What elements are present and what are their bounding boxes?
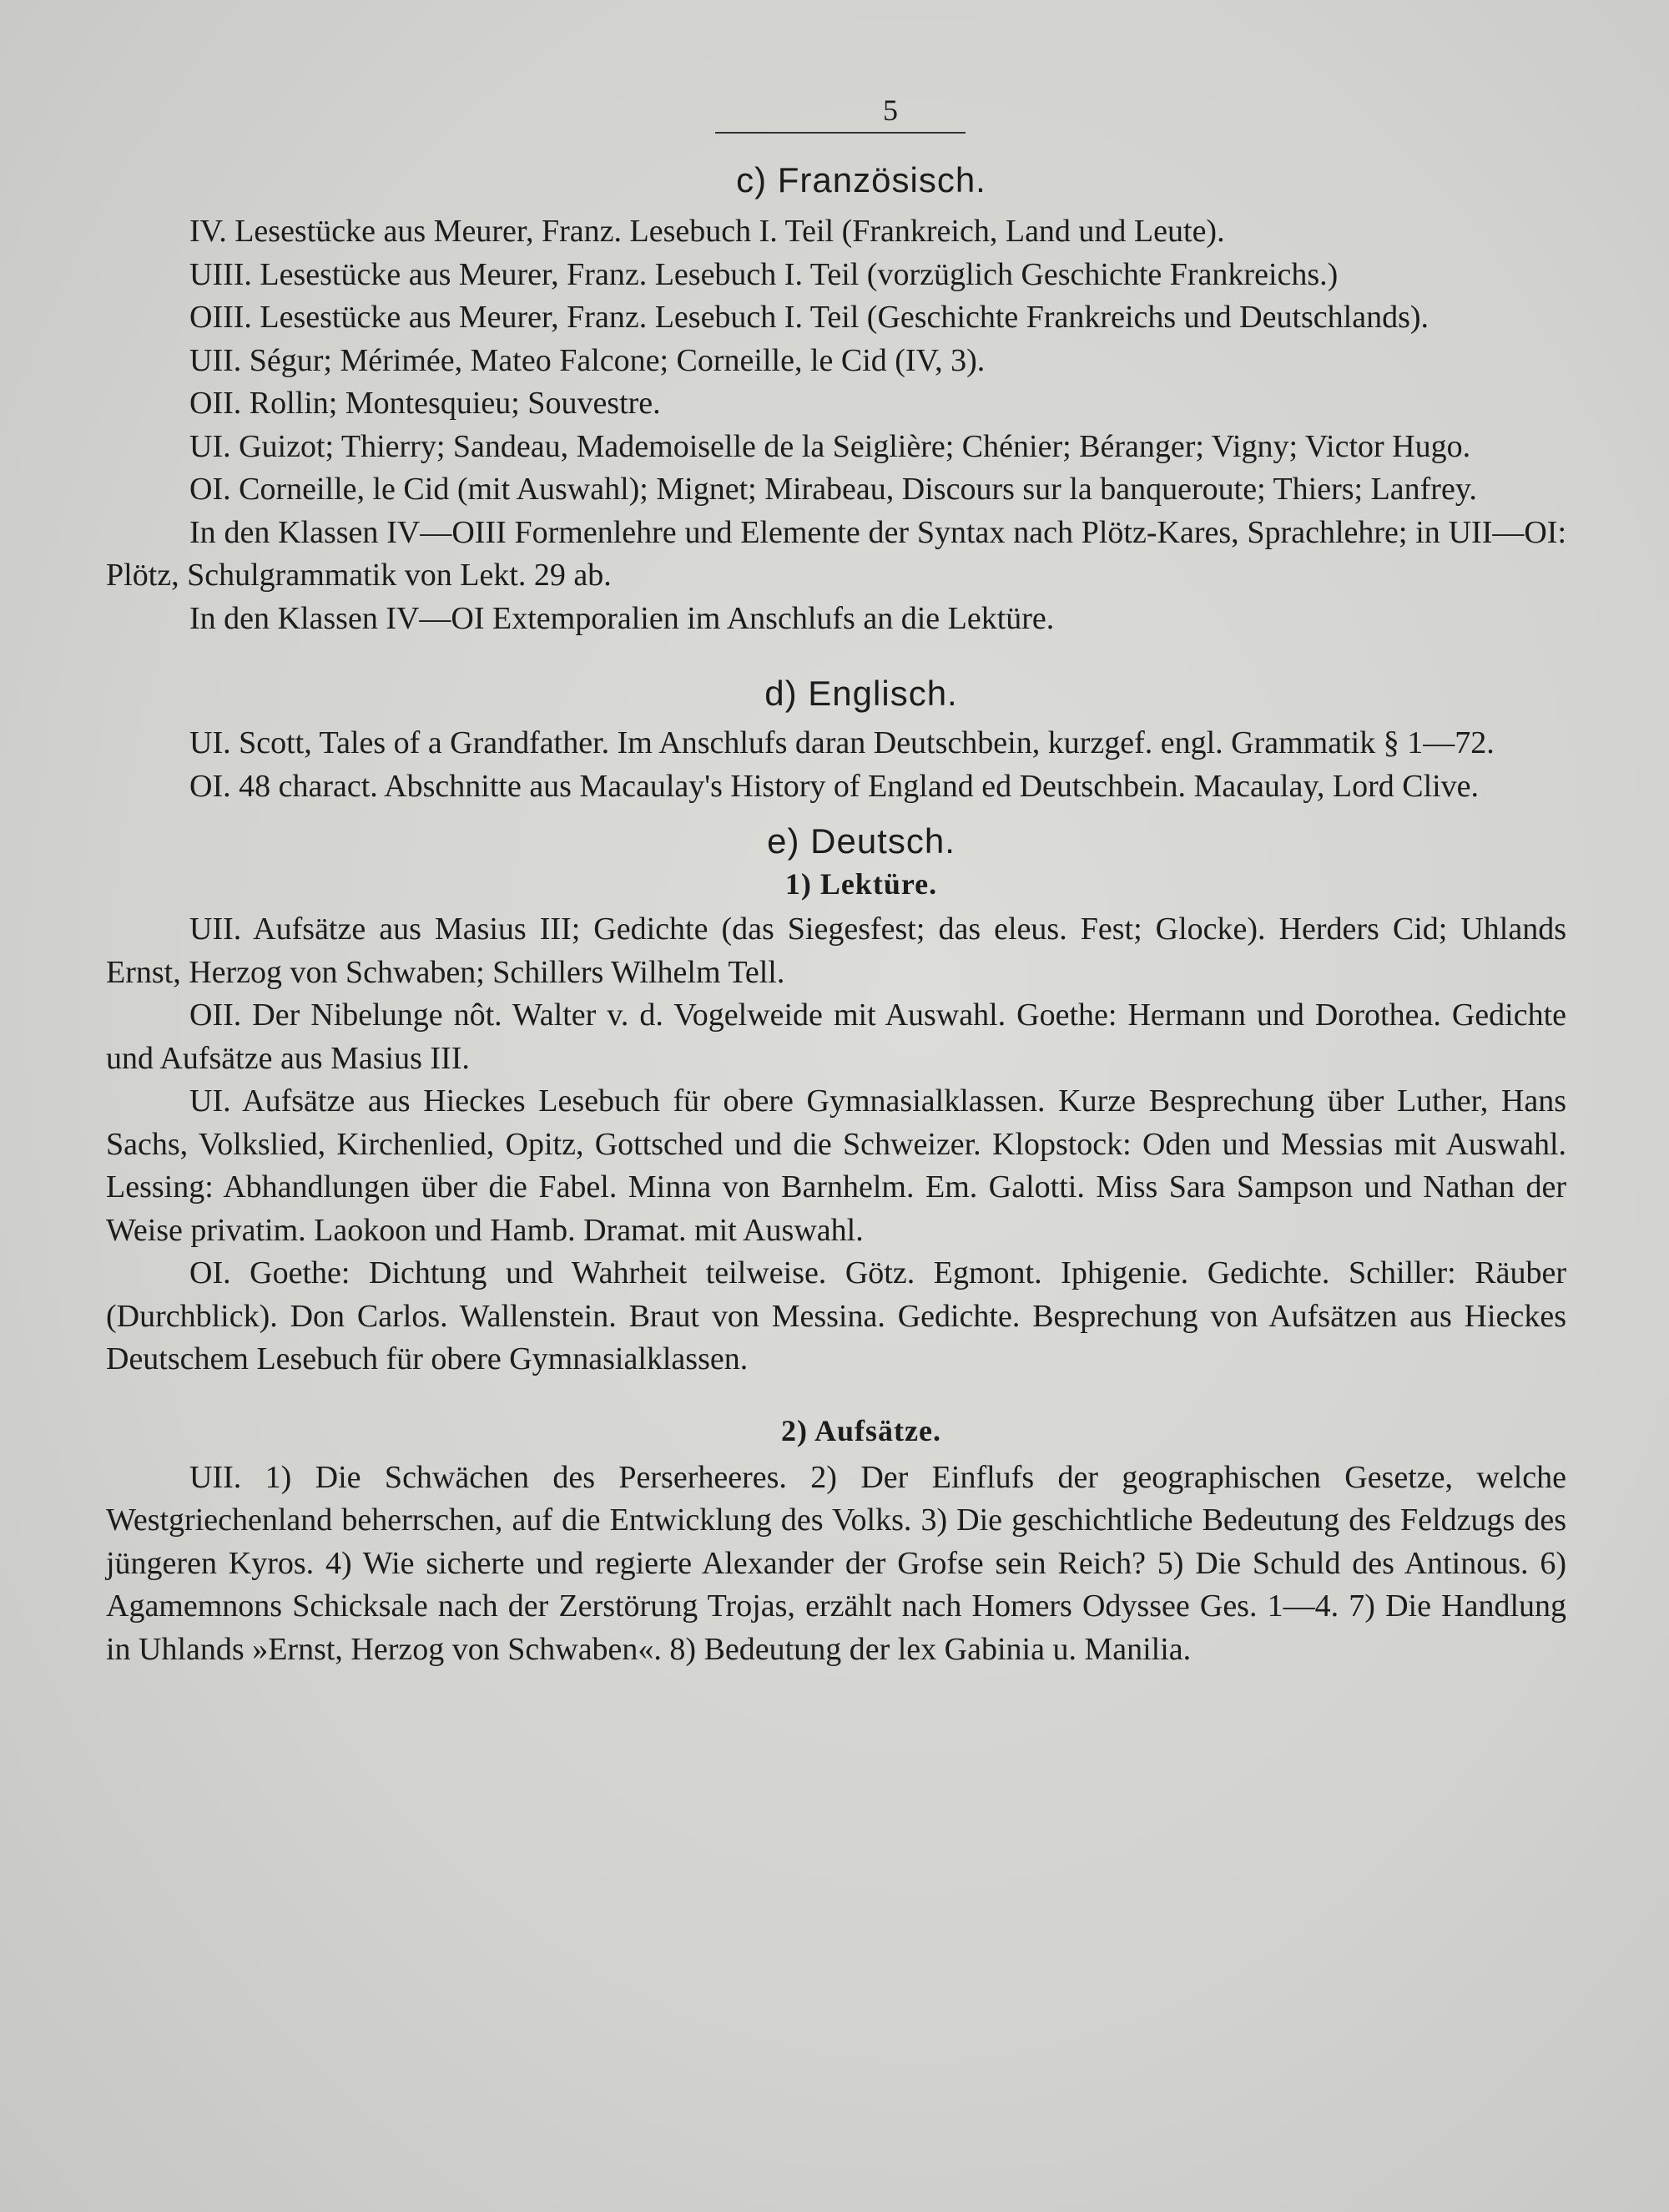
entry-franz-oiii: OIII. Lesestücke aus Meurer, Franz. Lesebuch I. Teil (Geschichte Frankreichs und Deutschlands). [189,300,1429,335]
entry-deutsch-lektuere-ui: UI. Aufsätze aus Hieckes Lesebuch für obere Gymnasialklassen. Kurze Besprechung über Luther, Hans Sachs, Volkslied, Kirchenlied, Opitz, Gottsched und die Schweizer. Klopstock: Oden und Messias mit Auswahl. Lessing: Abhandlungen über die Fabel. Minna von Barnhelm. Em. Galotti. Miss Sara Sampson und Nathan der Weise privatim. Laokoon und Hamb. Dramat. mit Auswahl. [106,1083,1566,1248]
entry-franz-iv: IV. Lesestücke aus Meurer, Franz. Lesebuch I. Teil (Frankreich, Land und Leute). [189,214,1225,249]
entry-franz-oii: OII. Rollin; Montesquieu; Souvestre. [189,386,661,421]
entry-deutsch-lektuere-uii: UII. Aufsätze aus Masius III; Gedichte (das Siegesfest; das eleus. Fest; Glocke). Herders Cid; Uhlands Ernst, Herzog von Schwaben; Schillers Wilhelm Tell. [106,912,1566,990]
section-title-deutsch: e) Deutsch. [767,821,956,861]
section-title-franzoesisch: c) Französisch. [736,160,986,199]
entry-engl-ui: UI. Scott, Tales of a Grandfather. Im Anschlufs daran Deutschbein, kurzgef. engl. Grammatik § 1—72. [189,725,1495,760]
page-number: 5 [883,93,898,127]
entry-franz-extemporalien: In den Klassen IV—OI Extemporalien im Anschlufs an die Lektüre. [189,600,1055,636]
section-title-englisch: d) Englisch. [764,674,958,713]
entry-franz-uii: UII. Ségur; Mérimée, Mateo Falcone; Corneille, le Cid (IV, 3). [189,342,986,378]
entry-franz-grammatik: In den Klassen IV—OIII Formenlehre und Elemente der Syntax nach Plötz-Kares, Sprachlehre; in UII—OI: Plötz, Schulgrammatik von Lekt. 29 ab. [106,514,1566,593]
entry-deutsch-lektuere-oi: OI. Goethe: Dichtung und Wahrheit teilweise. Götz. Egmont. Iphigenie. Gedichte. Schiller: Räuber (Durchblick). Don Carlos. Wallenstein. Braut von Messina. Gedichte. Besprechung von Aufsätzen aus Hieckes Deutschem Lesebuch für obere Gymnasialklassen. [106,1255,1566,1376]
subsection-title-lektuere: 1) Lektüre. [784,867,938,901]
entry-engl-oi: OI. 48 charact. Abschnitte aus Macaulay's History of England ed Deutschbein. Macaulay, Lord Clive. [189,768,1480,804]
entry-deutsch-aufsaetze-uii: UII. 1) Die Schwächen des Perserheeres. 2) Der Einflufs der geographischen Gesetze, welche Westgriechenland beherrschen, auf die Entwicklung des Volks. 3) Die geschichtliche Bedeutung des Feldzugs des jüngeren Kyros. 4) Wie sicherte und regierte Alexander der Grofse sein Reich? 5) Die Schuld des Antinous. 6) Agamemnons Schicksale nach der Zerstörung Trojas, erzählt nach Homers Odyssee Ges. 1—4. 7) Die Handlung in Uhlands »Ernst, Herzog von Schwaben«. 8) Bedeutung der lex Gabinia u. Manilia. [106,1459,1566,1667]
subsection-title-aufsaetze: 2) Aufsätze. [781,1413,941,1447]
entry-franz-oi: OI. Corneille, le Cid (mit Auswahl); Mignet; Mirabeau, Discours sur la banqueroute; Thiers; Lanfrey. [189,472,1477,507]
entry-deutsch-lektuere-oii: OII. Der Nibelunge nôt. Walter v. d. Vogelweide mit Auswahl. Goethe: Hermann und Dorothea. Gedichte und Aufsätze aus Masius III. [106,997,1566,1076]
entry-franz-ui: UI. Guizot; Thierry; Sandeau, Mademoiselle de la Seiglière; Chénier; Béranger; Vigny; Victor Hugo. [189,428,1471,464]
page-content [106,92,1566,1671]
entry-franz-uiii: UIII. Lesestücke aus Meurer, Franz. Lesebuch I. Teil (vorzüglich Geschichte Frankreichs.) [189,256,1339,292]
header-rule [715,132,966,134]
